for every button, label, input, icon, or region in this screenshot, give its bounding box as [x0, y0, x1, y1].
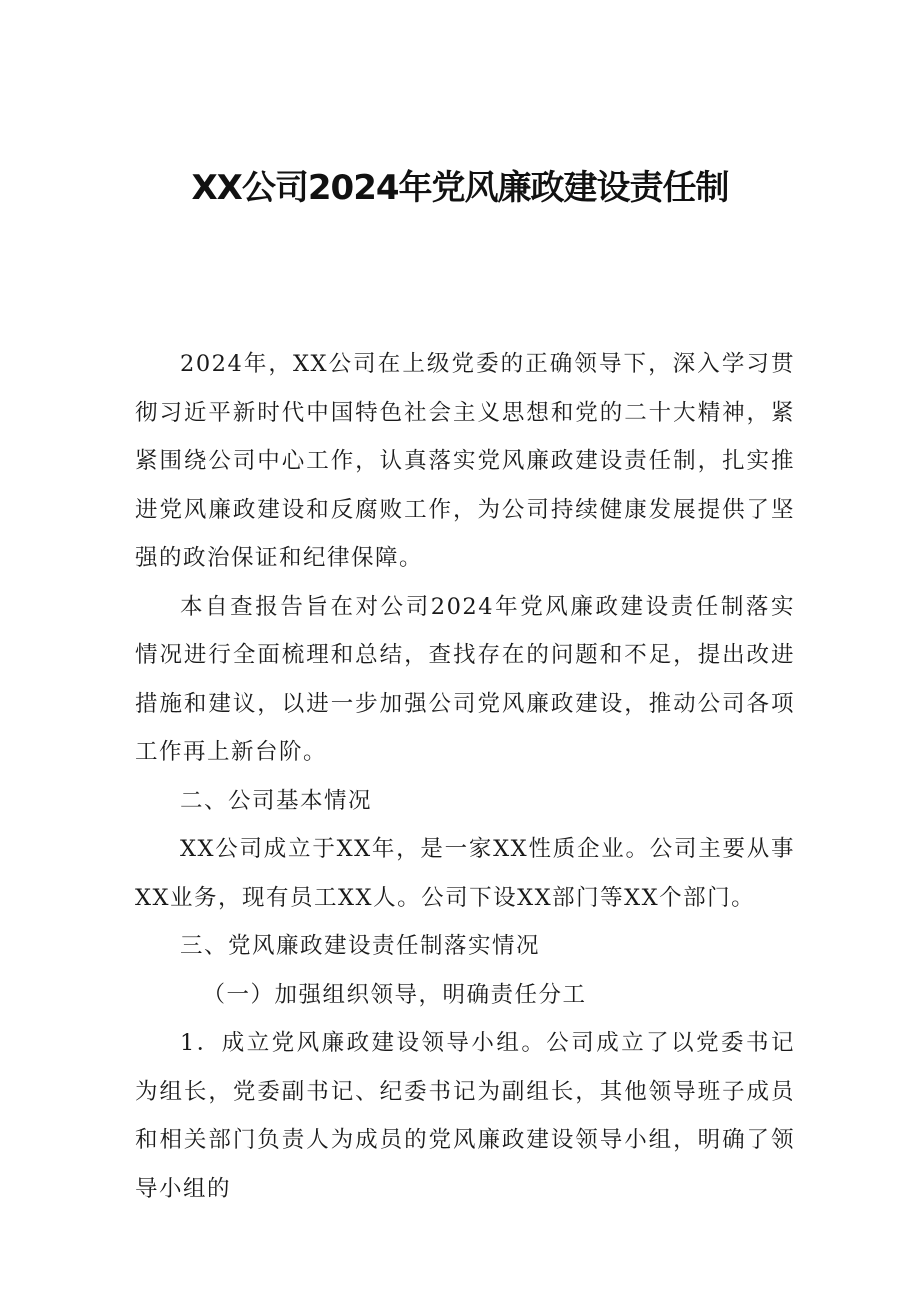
document-title: XX公司2024年党风廉政建设责任制	[191, 168, 729, 208]
subsection-heading-leadership: （一）加强组织领导，明确责任分工	[202, 981, 587, 1008]
leadership-paragraph: 1．成立党风廉政建设领导小组。公司成立了以党委书记为组长，党委副书记、纪委书记为副组长，其他领导班子成员和相关部门负责人为成员的党风廉政建设领导小组，明确了领导小组的	[135, 1030, 795, 1202]
purpose-paragraph: 本自查报告旨在对公司2024年党风廉政建设责任制落实情况进行全面梳理和总结，查找存在的问题和不足，提出改进措施和建议，以进一步加强公司党风廉政建设，推动公司各项工作再上新台阶。	[135, 593, 795, 765]
section-heading-basic-info: 二、公司基本情况	[180, 787, 373, 814]
section-heading-implementation: 三、党风廉政建设责任制落实情况	[180, 933, 541, 959]
document-body	[135, 340, 795, 1213]
basic-info-paragraph: XX公司成立于XX年，是一家XX性质企业。公司主要从事XX业务，现有员工XX人。公司下设XX部门等XX个部门。	[135, 836, 795, 911]
intro-paragraph: 2024年，XX公司在上级党委的正确领导下，深入学习贯彻习近平新时代中国特色社会主义思想和党的二十大精神，紧紧围绕公司中心工作，认真落实党风廉政建设责任制，扎实推进党风廉政建设和反腐败工作，为公司持续健康发展提供了坚强的政治保证和纪律保障。	[135, 351, 795, 571]
